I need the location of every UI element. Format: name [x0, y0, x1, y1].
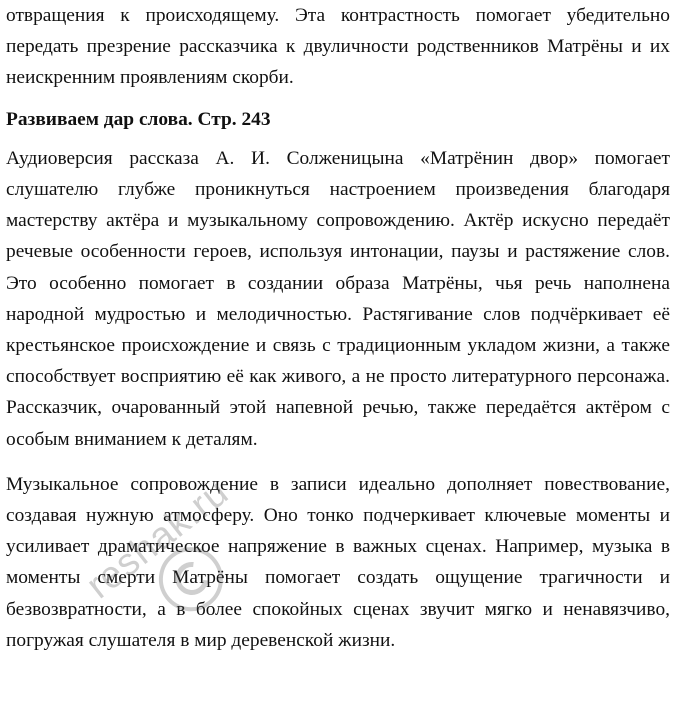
paragraph-audio-version: Аудиоверсия рассказа А. И. Солженицына «Матрёнин двор» помогает слушателю глубже проникнуться настроением произведения благодаря мастерству актёра и музыкальному сопровождению. Актёр искусно передаёт речевые особенности героев, используя интонации, паузы и растяжение слов. Это особенно помогает в создании образа Матрёны, чья речь наполнена народной мудростью и мелодичностью. Растягивание слов подчёркивает её крестьянское происхождение и связь с традиционным укладом жизни, а также способствует восприятию её как живого, а не просто литературного персонажа. Рассказчик, очарованный этой напевной речью, также передаётся актёром с особым вниманием к деталям.: [6, 147, 670, 450]
document-page: [6, 0, 670, 656]
paragraph-gap: [6, 455, 670, 469]
paragraph-intro: отвращения к происходящему. Эта контрастность помогает убедительно передать презрение рассказчика к двуличности родственников Матрёны и их неискренним проявлениям скорби.: [6, 5, 670, 89]
section-heading: Развиваем дар слова. Стр. 243: [6, 108, 271, 130]
paragraph-music: Музыкальное сопровождение в записи идеально дополняет повествование, создавая нужную атмосферу. Оно тонко подчеркивает ключевые моменты и усиливает драматическое напряжение в важных сценах. Например, музыка в моменты смерти Матрёны помогает создать ощущение трагичности и безвозвратности, а в более спокойных сценах звучит мягко и ненавязчиво, погружая слушателя в мир деревенской жизни.: [6, 473, 670, 651]
watermark-text: reshak.ru: [78, 470, 237, 608]
